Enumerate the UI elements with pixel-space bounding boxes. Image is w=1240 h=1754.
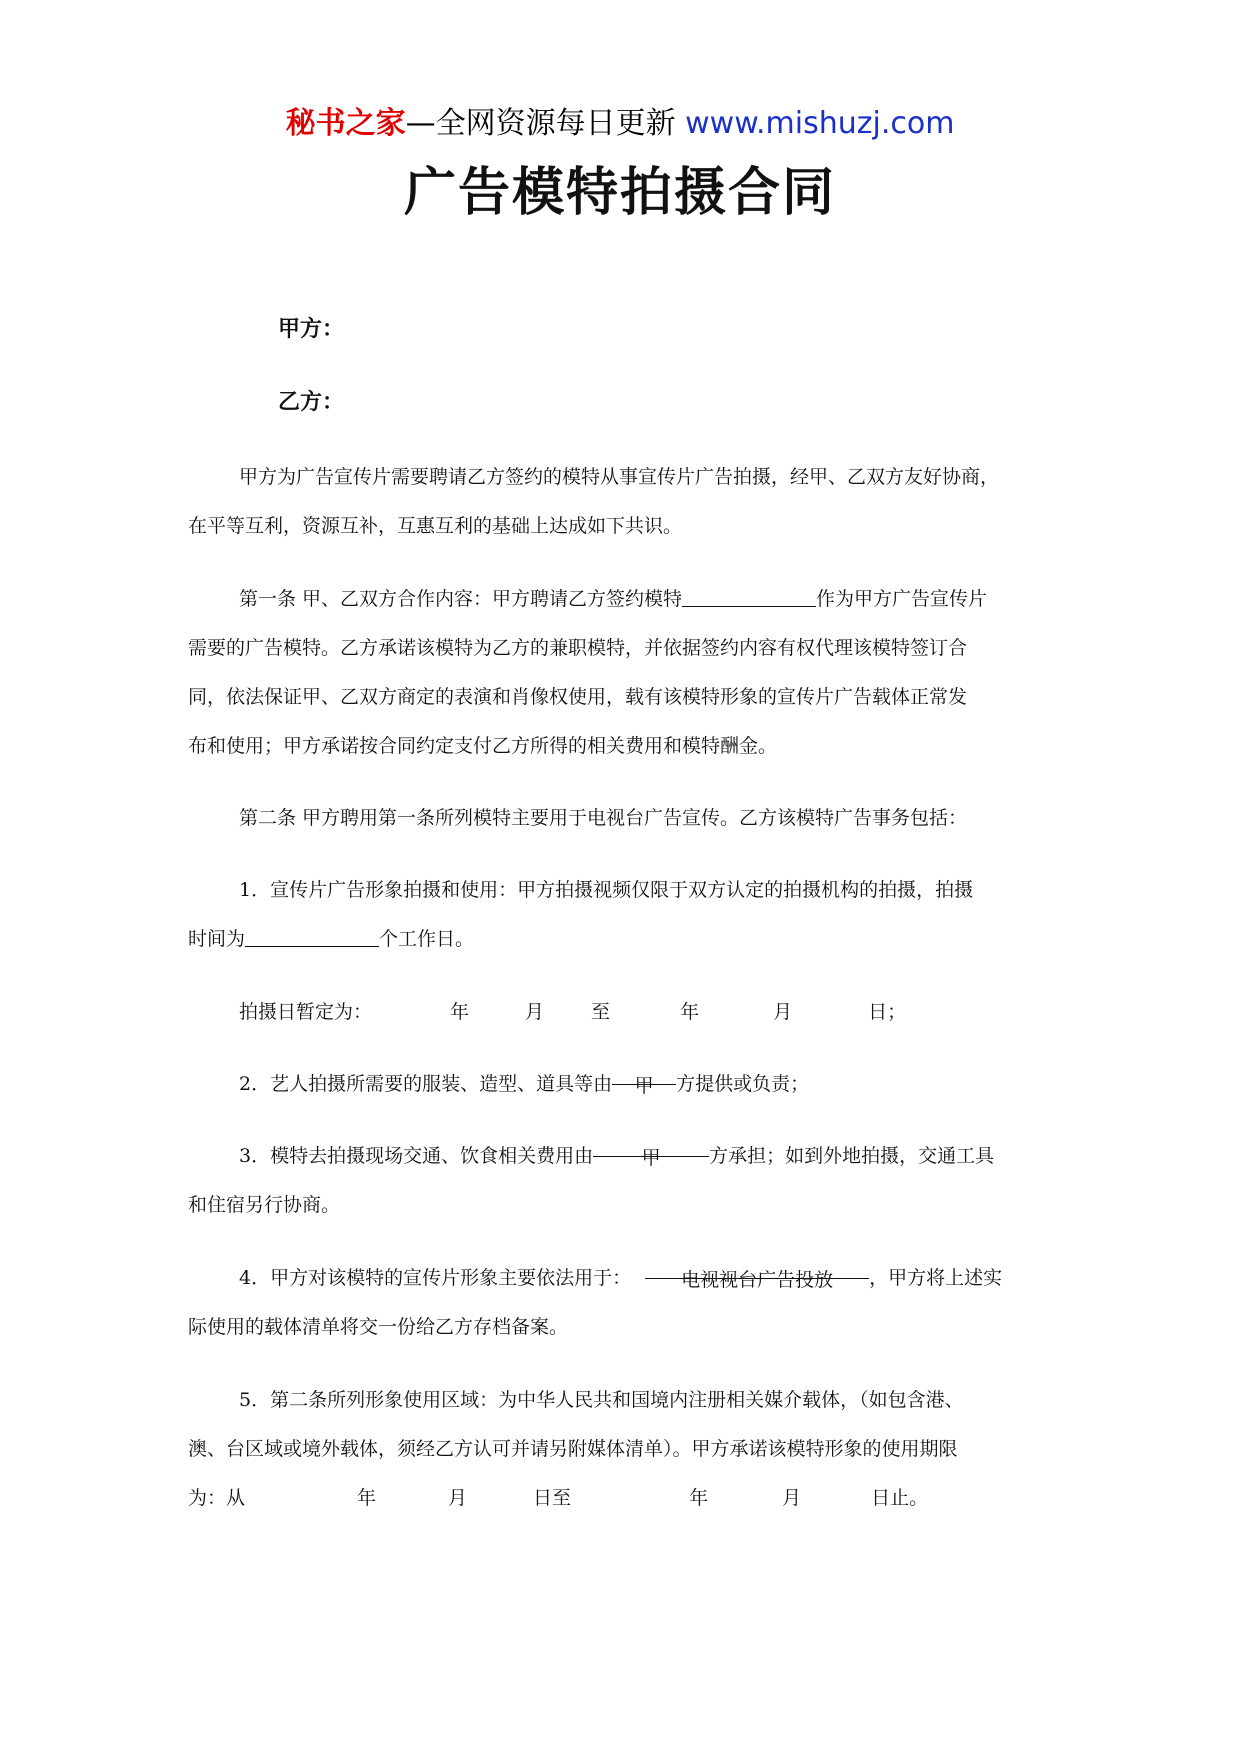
item-1 [188, 866, 1060, 964]
shoot-date-year-1: 年 [450, 1001, 470, 1023]
intro-paragraph [188, 453, 1060, 551]
shoot-date-month-2: 月 [773, 1001, 793, 1023]
item-2 [188, 1060, 1060, 1109]
item-1-line [188, 915, 1060, 964]
article-1-line [188, 575, 1060, 624]
usage-purpose-fill[interactable]: 电视视台广告投放 [645, 1256, 869, 1279]
intro-line: 在平等互利，资源互补，互惠互利的基础上达成如下共识。 [188, 515, 683, 537]
item-2-text: 方提供或负责； [676, 1073, 810, 1095]
shoot-date-year-2: 年 [680, 1001, 700, 1023]
shoot-date-day: 日； [868, 1001, 907, 1023]
site-header [0, 104, 1240, 144]
item-4-line: 际使用的载体清单将交一份给乙方存档备案。 [188, 1316, 569, 1338]
usage-period-from: 为：从 [188, 1487, 246, 1509]
item-3-line: 和住宿另行协商。 [188, 1194, 341, 1216]
article-2-line: 第二条 甲方聘用第一条所列模特主要用于电视台广告宣传。乙方该模特广告事务包括： [239, 807, 968, 829]
article-1-line: 同，依法保证甲、乙双方商定的表演和肖像权使用，载有该模特形象的宣传片广告载体正常发 [188, 686, 968, 708]
shoot-date-line [188, 988, 1060, 1037]
item-1-text: 时间为 [188, 928, 246, 950]
item-5 [188, 1376, 1060, 1523]
item-1-line: 1．宣传片广告形象拍摄和使用：甲方拍摄视频仅限于双方认定的拍摄机构的拍摄，拍摄 [239, 879, 974, 901]
document-title: 广告模特拍摄合同 [403, 163, 836, 223]
costume-provider-fill[interactable]: 甲 [612, 1062, 676, 1085]
item-2-text: 2．艺人拍摄所需要的服装、造型、道具等由 [239, 1073, 613, 1095]
article-1-line: 布和使用；甲方承诺按合同约定支付乙方所得的相关费用和模特酬金。 [188, 735, 778, 757]
expense-bearer-fill[interactable]: 甲 [593, 1134, 709, 1157]
party-b-label: 乙方： [278, 390, 345, 415]
item-5-line [188, 1474, 1060, 1523]
article-1-text: 第一条 甲、乙双方合作内容：甲方聘请乙方签约模特 [239, 588, 683, 610]
item-4-text: 4．甲方对该模特的宣传片形象主要依法用于： [239, 1267, 632, 1289]
model-name-blank[interactable] [682, 584, 816, 607]
article-2 [188, 794, 1060, 843]
usage-period-month-2: 月 [782, 1487, 802, 1509]
shoot-date-to: 至 [591, 1001, 611, 1023]
item-3-text: 方承担；如到外地拍摄，交通工具 [709, 1145, 995, 1167]
shoot-date-month-1: 月 [525, 1001, 545, 1023]
item-4 [188, 1254, 1060, 1352]
usage-period-year-2: 年 [689, 1487, 709, 1509]
brand-name: 秘书之家 [285, 106, 406, 141]
header-tagline: —全网资源每日更新 [405, 106, 676, 141]
site-url[interactable]: www.mishuzj.com [685, 106, 955, 141]
shoot-duration-blank[interactable] [245, 924, 379, 947]
article-1 [188, 575, 1060, 771]
shoot-date-label: 拍摄日暂定为： [239, 1001, 373, 1023]
usage-period-month-1: 月 [448, 1487, 468, 1509]
party-a-label: 甲方： [278, 317, 345, 342]
item-3-text: 3．模特去拍摄现场交通、饮食相关费用由 [239, 1145, 594, 1167]
usage-period-day-to: 日至 [533, 1487, 572, 1509]
item-5-line: 5．第二条所列形象使用区域：为中华人民共和国境内注册相关媒介载体，（如包含港、 [239, 1389, 964, 1411]
article-1-line: 需要的广告模特。乙方承诺该模特为乙方的兼职模特，并依据签约内容有权代理该模特签订合 [188, 637, 968, 659]
item-4-text: ，甲方将上述实 [869, 1267, 1003, 1289]
item-3 [188, 1132, 1060, 1230]
item-5-line: 澳、台区域或境外载体，须经乙方认可并请另附媒体清单）。甲方承诺该模特形象的使用期限 [188, 1438, 958, 1460]
intro-line: 甲方为广告宣传片需要聘请乙方签约的模特从事宣传片广告拍摄，经甲、乙双方友好协商， [239, 466, 1000, 488]
usage-period-year-1: 年 [357, 1487, 377, 1509]
article-1-text: 作为甲方广告宣传片 [816, 588, 988, 610]
item-1-text: 个工作日。 [379, 928, 475, 950]
usage-period-day-end: 日止。 [871, 1487, 929, 1509]
